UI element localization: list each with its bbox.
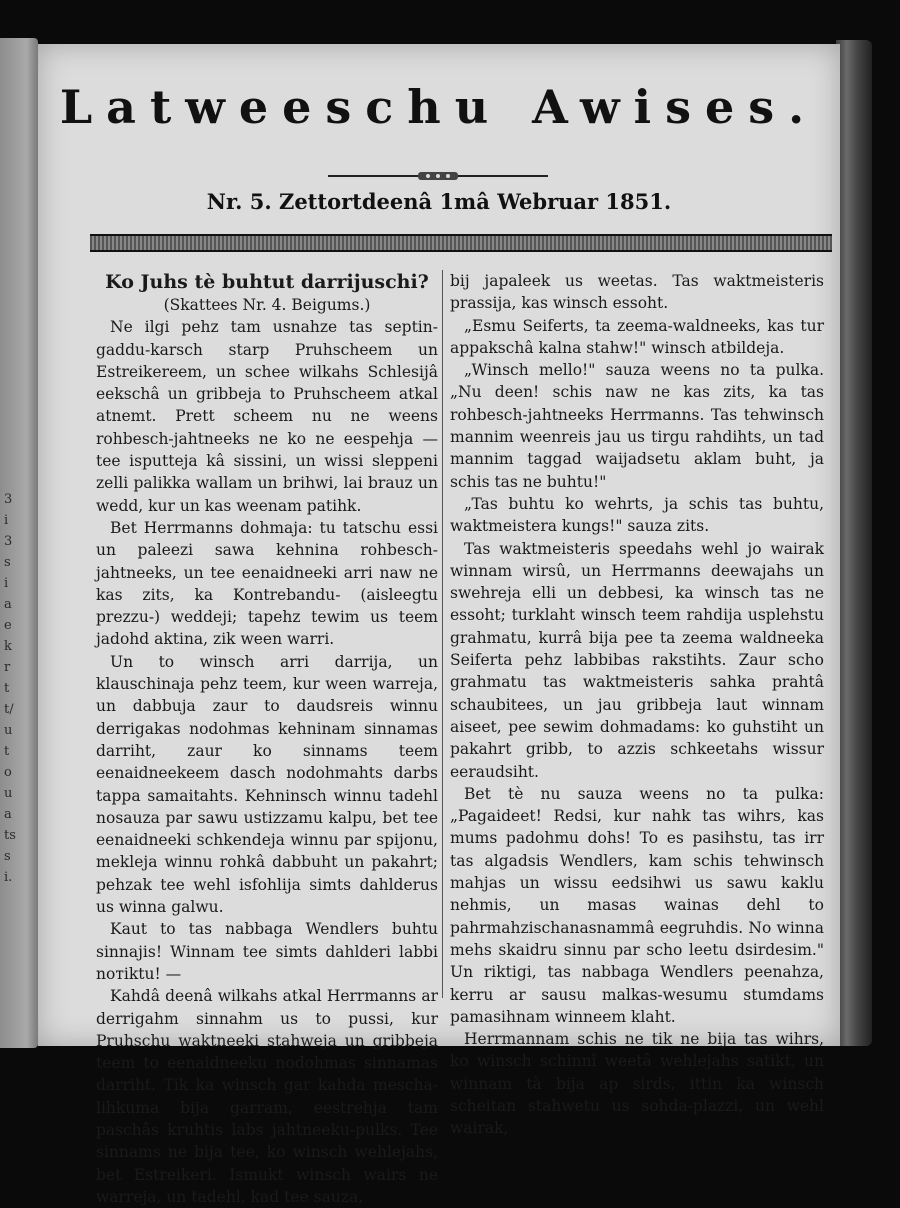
paragraph: Kahdâ deenâ wilkahs atkal Herrmanns ar derrigahm sinnahm us to pussi, kur Pruhschu waktneeki stahweja un gribbeja teem to eenaidneeku nodohmas sinnamas darriht. Tik ka winsch gar kahda mescha-lihkuma bija garram, eestrehja tam paschâs kruhtis labs jahtneeku-pulks. Tee sinnams ne bija tee, ko winsch wehlejahs, bet Estreikeri. Ismukt winsch wairs ne warreja, un tadehl, kad tee sauza, [96,987,438,1206]
left-page-fragment: s [4,555,11,570]
right-page-edge [836,40,872,1046]
paragraph: Herrmannam schis ne tik ne bija tas wihrs, ko winsch schinnî weetâ wehlejahs satikt, un winnam tà bija ap sirds, ittin ka winsch scheitan stahwetu us sohda-plazzi, un wehl wairak, [450,1030,824,1138]
left-page-fragment: i. [4,870,13,885]
paragraph: Ne ilgi pehz tam usnahze tas septin-gaddu-karsch starp Pruhscheem un Estreikereem, un schee wilkahs Schlesijâ eekschâ un gribbeja to Pruhscheem atkal atnemt. Prett scheem nu ne weens rohbesch-jahtneeks ne ko ne eespehja — tee isputteja kâ sissini, un wissi sleppeni zelli palikka wallam un brihwi, lai brauz un wedd, kur un kas weenam patihk. [96,318,438,515]
left-page-fragment: o [4,765,12,780]
left-page-fragment: u [4,723,13,738]
article-title: Ko Juhs tè buhtut darrijuschi? [105,271,429,293]
left-page-fragment: i [4,576,9,591]
paragraph: „Tas buhtu ko wehrts, ja schis tas buhtu, waktmeistera kungs!" sauza zits. [450,494,824,536]
left-page-fragment: s [4,849,11,864]
left-page-fragment: i [4,513,9,528]
left-page-fragment: 3 [4,534,13,549]
paragraph: bij japaleek us weetas. Tas waktmeisteris prassija, kas winsch essoht. [450,272,824,313]
left-page-fragment: a [4,597,12,612]
column-divider [442,270,443,998]
left-page-fragment: e [4,618,12,633]
paragraph: Tas waktmeisteris speedahs wehl jo wairak winnam wirsû, un Herrmanns deewajahs un swehreja elli un debbesi, ka winsch tas ne essoht; turklaht winsch teem rahdija usplehstu grahmatu, kurrâ bija pee ta zeema waldneeka Seiferta pehz labbibas rakstihts. Zaur scho grahmatu tas waktmeisteris sahka prahtâ schaubitees, un jau gribbeja laut winnam aiseet, pee sewim dohmadams: ko guhstiht un pakahrt gribb, to azzis schkeetahs wissur eeraudsiht. [450,539,824,781]
paragraph: Bet Herrmanns dohmaja: tu tatschu essi un paleezi sawa kehnina rohbesch-jahtneeks, un tee eenaidneeki arri naw ne kas zits, ka Kontrebandu- (aisleegtu prezzu-) weddeji; tapehz tewim us teem jadohd aktina, zik ween warri. [96,518,438,649]
issue-line: Nr. 5. Zettortdeenâ 1mâ Webruar 1851. [206,189,672,214]
newspaper-page [38,44,840,1206]
left-page-fragment: u [4,786,13,801]
left-page-fragment: ts [4,828,16,843]
left-page-fragment: r [4,660,11,675]
header-rule [90,234,832,252]
left-column [96,270,438,1208]
article-subtitle: (Skattees Nr. 4. Beigums.) [163,296,371,314]
ornament-divider [328,170,548,182]
right-column [450,270,824,1140]
left-page-fragment: a [4,807,12,822]
masthead-title: Latweeschu Awises. [59,80,819,134]
paragraph: Bet tè nu sauza weens no ta pulka: „Pagaideet! Redsi, kur nahk tas wihrs, kas mums padohmu dohs! To es pasihstu, tas irr tas algadsis Wendlers, kam schis tehwinsch mahjas un wissu eedsihwi us sawu kaklu nehmis, un masas wainas dehl to pahrmahzischanasnammâ eegruhdis. No winna mehs skaidru sinnu par scho leetu dsirdesim." Un riktigi, tas nabbaga Wendlers peenahza, kerru ar sausu malkas-wesumu stumdams pamasihnam winneem klaht. [450,784,824,1026]
paragraph: „Winsch mello!" sauza weens no ta pulka. „Nu deen! schis naw ne kas zits, ka tas rohbesch-jahtneeks Herrmanns. Tas tehwinsch mannim weenreis jau us tirgu rahdihts, un tad mannim taggad waijadsetu aklam buht, ja schis tas ne buhtu!" [450,361,824,491]
left-page-fragment: k [4,639,12,654]
left-page-fragment: 3 [4,492,13,507]
paragraph: Kaut to tas nabbaga Wendlers buhtu sinnajis! Winnam tee simts dahlderi labbi noтiktu! — [96,920,438,983]
left-page-fragment: t/ [4,702,14,717]
left-page-fragment: t [4,744,10,759]
paragraph: „Esmu Seiferts, ta zeema-waldneeks, kas tur appakschâ kalna stahw!" winsch atbildeja. [450,316,824,357]
paragraph: Un to winsch arri darrija, un klauschinaja pehz teem, kur ween warreja, un dabbuja zaur to daudsreis winnu derrigakas nodohmas kehninam sinnamas darriht, zaur ko sinnams teem eenaidneekeem dasch nodohmahts darbs tappa samaitahts. Kehninsch winnu tadehl nosauza par sawu ustizzamu kalpu, bet tee eenaidneeki schkendeja winnu par spijonu, mekleja winnu rohkâ dabbuht un pakahrt; pehzak tee wehl isfohlija simts dahlderus us winna galwu. [96,652,438,917]
left-page-edge [0,38,38,1048]
left-page-fragment: t [4,681,10,696]
